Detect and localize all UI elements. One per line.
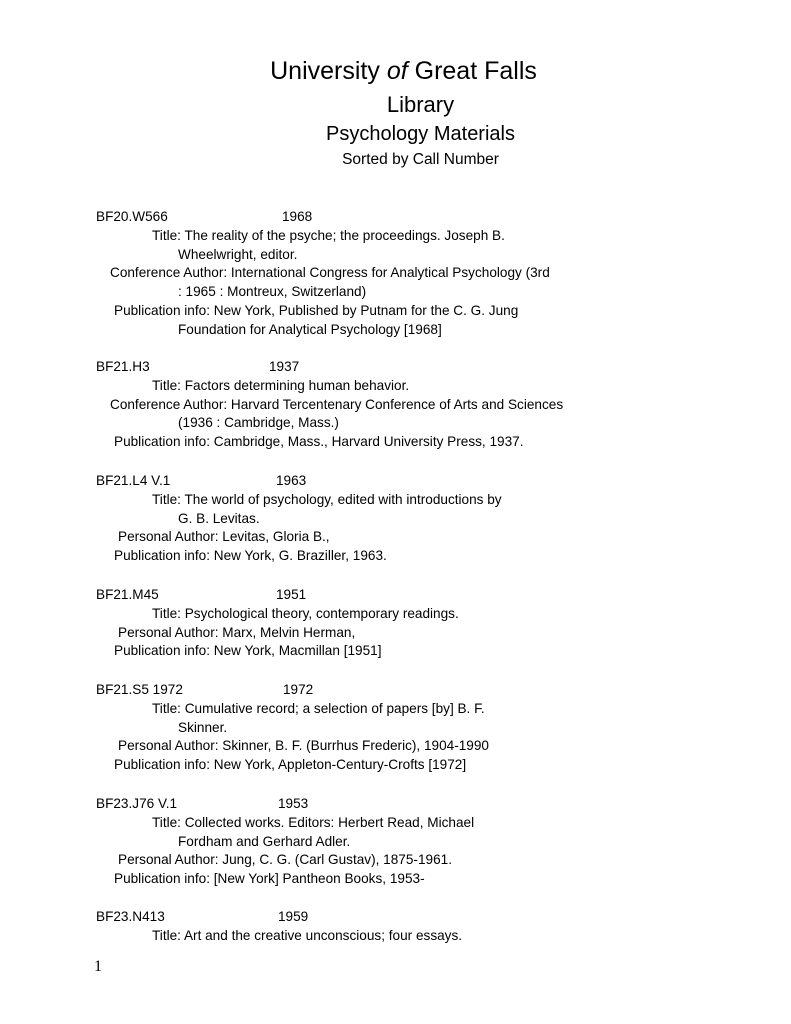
entry-detail-line: Personal Author: Levitas, Gloria B., — [118, 529, 330, 545]
entry-detail-line: Publication info: New York, G. Braziller, 1963. — [114, 548, 387, 564]
entry-detail-line: Publication info: New York, Macmillan [1951] — [114, 643, 382, 659]
entry-detail-line: Title: The world of psychology, edited with introductions by — [152, 491, 502, 507]
entry-detail-line: Publication info: [New York] Pantheon Books, 1953- — [114, 871, 425, 887]
entry-detail-line: Wheelwright, editor. — [178, 246, 298, 262]
publication-year: 1963 — [276, 473, 307, 488]
call-number: BF20.W566 — [96, 209, 168, 224]
entry-detail-line: (1936 : Cambridge, Mass.) — [178, 415, 339, 431]
entry-detail-line: Publication info: New York, Appleton-Century-Crofts [1972] — [114, 757, 467, 773]
title-suffix: Great Falls — [407, 57, 537, 85]
call-number: BF23.J76 V.1 — [96, 796, 178, 811]
sort-note: Sorted by Call Number — [342, 151, 499, 168]
call-number: BF21.S5 1972 — [96, 682, 183, 697]
call-number: BF23.N413 — [96, 909, 165, 924]
entry-detail-line: Title: Collected works. Editors: Herbert Read, Michael — [152, 814, 475, 830]
entry-detail-line: Fordham and Gerhard Adler. — [178, 833, 351, 849]
title-prefix: University — [270, 57, 387, 85]
entry-detail-line: Title: Factors determining human behavior. — [152, 377, 410, 393]
entry-detail-line: G. B. Levitas. — [178, 510, 260, 526]
publication-year: 1951 — [276, 587, 307, 602]
page-subtitle: Library — [386, 92, 455, 117]
publication-year: 1959 — [278, 909, 309, 924]
entry-detail-line: Personal Author: Skinner, B. F. (Burrhus Frederic), 1904-1990 — [118, 738, 489, 754]
publication-year: 1968 — [282, 209, 313, 224]
call-number: BF21.M45 — [96, 587, 159, 602]
section-title: Psychology Materials — [326, 123, 515, 145]
entry-detail-line: Personal Author: Marx, Melvin Herman, — [118, 624, 356, 640]
entry-detail-line: Conference Author: Harvard Tercentenary Conference of Arts and Sciences — [110, 396, 564, 412]
entry-detail-line: Conference Author: International Congress for Analytical Psychology (3rd — [110, 265, 550, 281]
entry-detail-line: Title: The reality of the psyche; the proceedings. Joseph B. — [152, 227, 505, 243]
publication-year: 1953 — [278, 796, 309, 811]
entry-detail-line: Title: Psychological theory, contemporary readings. — [152, 605, 459, 621]
entry-detail-line: Foundation for Analytical Psychology [1968] — [178, 321, 442, 337]
entry-detail-line: Skinner. — [178, 719, 228, 735]
publication-year: 1972 — [283, 682, 314, 697]
call-number: BF21.H3 — [96, 359, 150, 374]
call-number: BF21.L4 V.1 — [96, 473, 171, 488]
page-number: 1 — [94, 958, 102, 975]
page-title — [16, 56, 791, 86]
entry-detail-line: : 1965 : Montreux, Switzerland) — [178, 284, 367, 300]
entry-detail-line: Personal Author: Jung, C. G. (Carl Gustav), 1875-1961. — [118, 852, 452, 868]
entry-detail-line: Title: Cumulative record; a selection of papers [by] B. F. — [152, 700, 485, 716]
title-italic: of — [386, 57, 408, 85]
entry-detail-line: Publication info: Cambridge, Mass., Harvard University Press, 1937. — [114, 434, 524, 450]
publication-year: 1937 — [269, 359, 300, 374]
entry-detail-line: Title: Art and the creative unconscious; four essays. — [152, 927, 463, 943]
entry-detail-line: Publication info: New York, Published by Putnam for the C. G. Jung — [114, 303, 519, 318]
